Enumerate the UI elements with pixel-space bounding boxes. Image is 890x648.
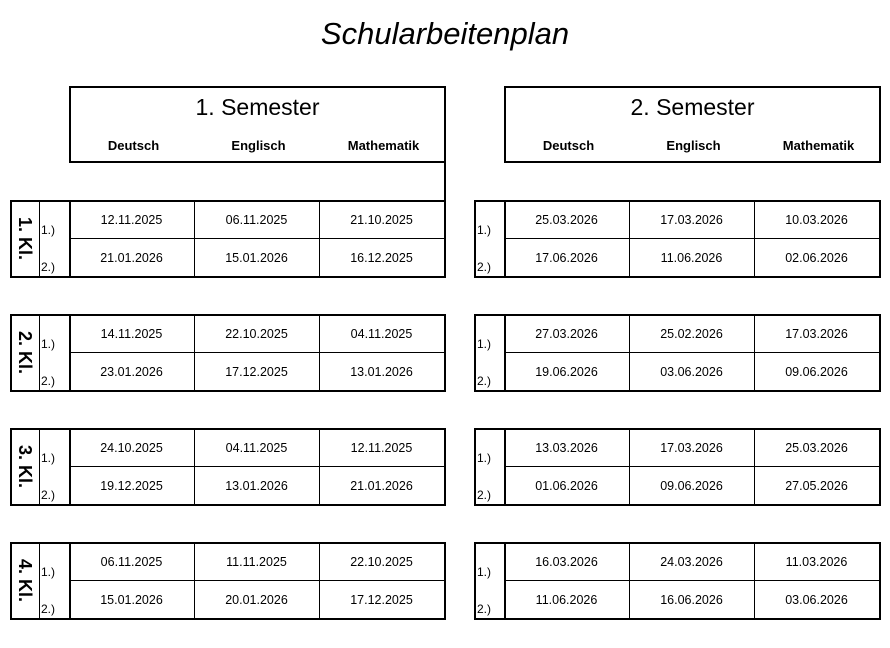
class-block: [10, 200, 446, 278]
exam-date-cell: 17.03.2026: [660, 213, 723, 227]
exam-date-cell: 09.06.2026: [660, 479, 723, 493]
class-label-text: 1. Kl.: [14, 216, 35, 260]
class-block: [474, 314, 881, 392]
exam-date-cell: 23.01.2026: [100, 365, 163, 379]
exam-date-cell: 24.03.2026: [660, 555, 723, 569]
exam-number: 1.): [477, 565, 492, 579]
exam-number: 2.): [41, 602, 56, 616]
exam-date-cell: 06.11.2025: [225, 213, 288, 227]
semester-header: [504, 86, 881, 162]
header-divider: [504, 161, 881, 163]
exam-date-cell: 16.03.2026: [535, 555, 598, 569]
semester-header: [69, 86, 446, 162]
exam-date-cell: 22.10.2025: [225, 327, 288, 341]
exam-date-cell: 21.01.2026: [350, 479, 413, 493]
exam-date-cell: 17.12.2025: [225, 365, 288, 379]
exam-number: 2.): [477, 602, 492, 616]
subject-header: Englisch: [666, 138, 721, 153]
exam-number: 2.): [477, 488, 492, 502]
exam-number: 1.): [41, 565, 56, 579]
class-block: [10, 542, 446, 620]
column-divider: [39, 542, 40, 620]
exam-date-cell: 25.03.2026: [535, 213, 598, 227]
exam-date-cell: 12.11.2025: [100, 213, 163, 227]
connector-line: [444, 162, 446, 202]
exam-number: 1.): [41, 451, 56, 465]
exam-date-cell: 17.06.2026: [535, 251, 598, 265]
exam-date-cell: 21.10.2025: [350, 213, 413, 227]
exam-date-cell: 11.06.2026: [660, 251, 723, 265]
exam-number: 2.): [477, 374, 492, 388]
subject-header: Englisch: [231, 138, 286, 153]
exam-number: 1.): [477, 337, 492, 351]
exam-number: 1.): [41, 337, 56, 351]
exam-number: 2.): [41, 260, 56, 274]
exam-number: 2.): [477, 260, 492, 274]
class-block: [10, 314, 446, 392]
exam-date-cell: 12.11.2025: [350, 441, 413, 455]
exam-date-cell: 11.06.2026: [535, 593, 598, 607]
exam-date-cell: 04.11.2025: [350, 327, 413, 341]
class-label: [12, 544, 36, 616]
subject-header: Mathematik: [782, 138, 855, 153]
exam-date-cell: 01.06.2026: [535, 479, 598, 493]
column-divider: [39, 314, 40, 392]
exam-number: 1.): [477, 451, 492, 465]
column-divider: [39, 200, 40, 278]
exam-date-cell: 24.10.2025: [100, 441, 163, 455]
exam-date-cell: 10.03.2026: [785, 213, 848, 227]
exam-number: 1.): [41, 223, 56, 237]
exam-date-cell: 25.03.2026: [785, 441, 848, 455]
subject-header: Mathematik: [347, 138, 420, 153]
class-block: [474, 542, 881, 620]
subject-header: Deutsch: [107, 138, 160, 153]
class-label-text: 4. Kl.: [14, 558, 35, 602]
semester-title: 1. Semester: [195, 94, 320, 120]
class-label-text: 2. Kl.: [14, 330, 35, 374]
exam-number: 2.): [41, 488, 56, 502]
exam-date-cell: 13.03.2026: [535, 441, 598, 455]
class-block: [474, 428, 881, 506]
class-block: [474, 200, 881, 278]
exam-date-cell: 19.12.2025: [100, 479, 163, 493]
exam-date-cell: 25.02.2026: [660, 327, 723, 341]
class-label-text: 3. Kl.: [14, 444, 35, 488]
exam-date-cell: 16.06.2026: [660, 593, 723, 607]
exam-date-cell: 21.01.2026: [100, 251, 163, 265]
exam-date-cell: 09.06.2026: [785, 365, 848, 379]
exam-date-cell: 11.03.2026: [785, 555, 848, 569]
exam-date-cell: 13.01.2026: [225, 479, 288, 493]
class-label: [12, 202, 36, 274]
exam-date-cell: 06.11.2025: [100, 555, 163, 569]
exam-date-cell: 11.11.2025: [226, 555, 287, 569]
class-label: [12, 316, 36, 388]
exam-date-cell: 22.10.2025: [350, 555, 413, 569]
exam-date-cell: 02.06.2026: [785, 251, 848, 265]
exam-number: 1.): [477, 223, 492, 237]
exam-date-cell: 17.12.2025: [350, 593, 413, 607]
exam-date-cell: 19.06.2026: [535, 365, 598, 379]
page-title: Schularbeitenplan: [320, 16, 570, 51]
class-label: [12, 430, 36, 502]
subject-header: Deutsch: [542, 138, 595, 153]
semester-title: 2. Semester: [630, 94, 755, 120]
exam-date-cell: 03.06.2026: [785, 593, 848, 607]
exam-date-cell: 17.03.2026: [660, 441, 723, 455]
exam-date-cell: 03.06.2026: [660, 365, 723, 379]
class-block: [10, 428, 446, 506]
header-divider: [69, 161, 446, 163]
exam-number: 2.): [41, 374, 56, 388]
exam-date-cell: 15.01.2026: [225, 251, 288, 265]
exam-date-cell: 17.03.2026: [785, 327, 848, 341]
exam-date-cell: 04.11.2025: [225, 441, 288, 455]
column-divider: [39, 428, 40, 506]
exam-date-cell: 13.01.2026: [350, 365, 413, 379]
exam-date-cell: 20.01.2026: [225, 593, 288, 607]
exam-date-cell: 16.12.2025: [350, 251, 413, 265]
exam-date-cell: 15.01.2026: [100, 593, 163, 607]
exam-date-cell: 27.05.2026: [785, 479, 848, 493]
exam-date-cell: 14.11.2025: [100, 327, 163, 341]
exam-date-cell: 27.03.2026: [535, 327, 598, 341]
